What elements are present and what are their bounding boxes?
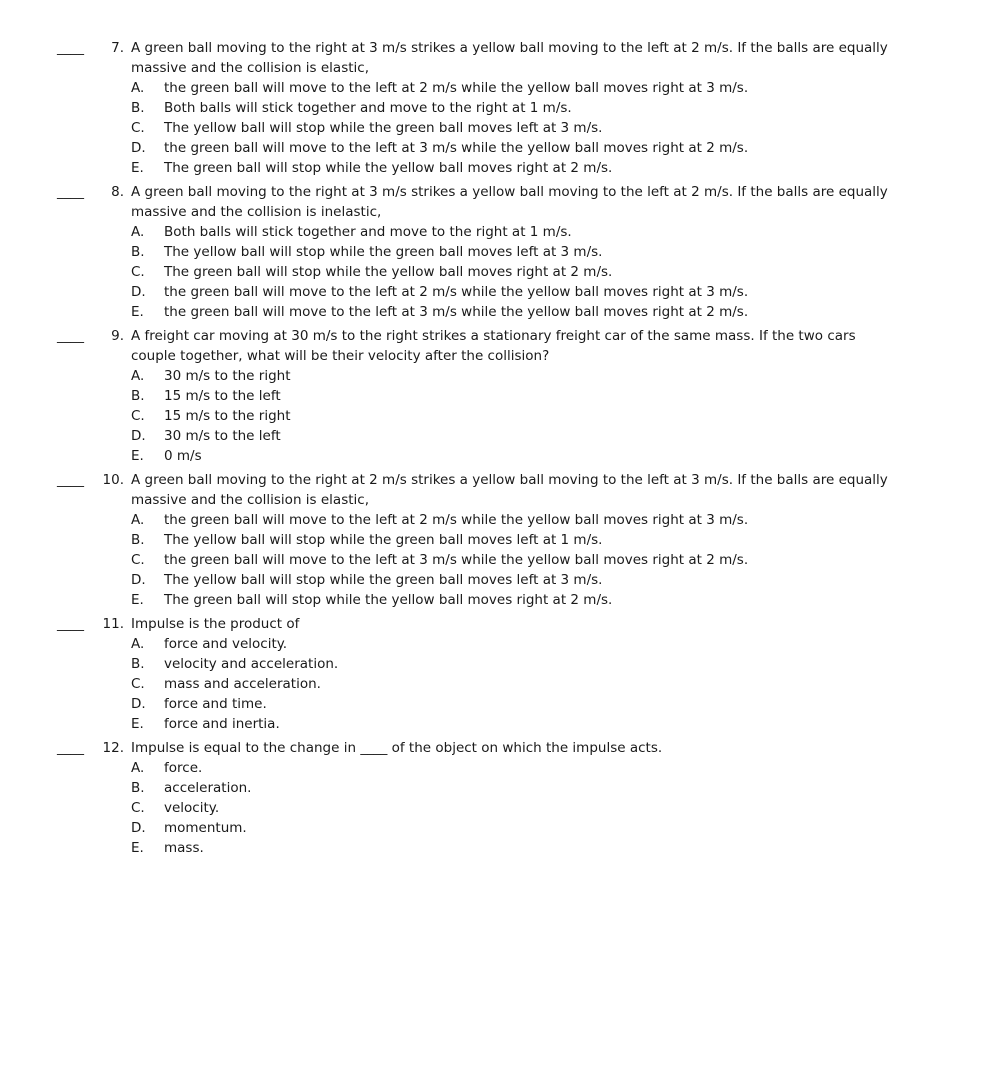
option-letter: B. xyxy=(131,532,145,548)
option-text: velocity. xyxy=(164,800,220,816)
option-letter: E. xyxy=(131,160,144,176)
option-list xyxy=(0,222,988,322)
option-e xyxy=(131,158,754,178)
option-letter: D. xyxy=(131,696,146,712)
option-e xyxy=(131,590,754,610)
option-text: momentum. xyxy=(164,820,247,836)
option-letter: A. xyxy=(131,512,145,528)
option-letter: A. xyxy=(131,368,145,384)
option-text: mass. xyxy=(164,840,204,856)
option-text: The yellow ball will stop while the green ball moves left at 3 m/s. xyxy=(164,120,603,136)
option-text: The yellow ball will stop while the green ball moves left at 3 m/s. xyxy=(164,572,603,588)
option-letter: E. xyxy=(131,840,144,856)
option-letter: E. xyxy=(131,304,144,320)
question-stem: Impulse is equal to the change in ____ of the object on which the impulse acts. xyxy=(131,740,663,756)
option-text: force and time. xyxy=(164,696,267,712)
question-12: ____ 12. Impulse is equal to the change in ____ of the object on which the impulse acts. A. force. B. acceleration. C. velocity. D. momentum. E. mass. xyxy=(0,738,988,858)
option-text: velocity and acceleration. xyxy=(164,656,339,672)
option-text: The yellow ball will stop while the green ball moves left at 1 m/s. xyxy=(164,532,603,548)
option-d xyxy=(131,138,754,158)
option-letter: E. xyxy=(131,448,144,464)
option-text: Both balls will stick together and move to the right at 1 m/s. xyxy=(164,224,572,240)
question-7: ____ 7. A green ball moving to the right at 3 m/s strikes a yellow ball moving to the left at 2 m/s. If the balls are equally massive and the collision is elastic, A. the green ball will move to the left at 2 m/s while the yellow ball moves right at 3 m/s. B. Both balls will stick together and move to the right at 1 m/s. C. The yellow ball will stop while the green ball moves left at 3 m/s. D. the green ball will move to the left at 3 m/s while the yellow ball moves right at 2 m/s. E. The green ball will stop while the yellow ball moves right at 2 m/s. xyxy=(0,38,988,178)
option-text: 0 m/s xyxy=(164,448,202,464)
option-text: 15 m/s to the left xyxy=(164,388,281,404)
option-c xyxy=(131,550,754,570)
question-stem: Impulse is the product of xyxy=(131,616,300,632)
option-text: The green ball will stop while the yellow ball moves right at 2 m/s. xyxy=(164,160,613,176)
option-letter: D. xyxy=(131,284,146,300)
option-c xyxy=(131,798,754,818)
option-e xyxy=(131,838,754,858)
worksheet-page xyxy=(0,38,988,858)
option-text: acceleration. xyxy=(164,780,252,796)
option-letter: C. xyxy=(131,800,145,816)
option-text: Both balls will stick together and move to the right at 1 m/s. xyxy=(164,100,572,116)
option-letter: C. xyxy=(131,264,145,280)
option-a xyxy=(131,758,754,778)
question-9: ____ 9. A freight car moving at 30 m/s to the right strikes a stationary freight car of the same mass. If the two cars couple together, what will be their velocity after the collision? A. 30 m/s to the right B. 15 m/s to the left C. 15 m/s to the right D. 30 m/s to the left E. 0 m/s xyxy=(0,326,988,466)
option-text: the green ball will move to the left at 3 m/s while the yellow ball moves right at 2 m/s. xyxy=(164,552,749,568)
option-letter: B. xyxy=(131,656,145,672)
option-text: 30 m/s to the right xyxy=(164,368,291,384)
option-text: the green ball will move to the left at 3 m/s while the yellow ball moves right at 2 m/s. xyxy=(164,304,749,320)
option-letter: E. xyxy=(131,716,144,732)
option-letter: B. xyxy=(131,780,145,796)
option-c xyxy=(131,118,754,138)
option-letter: C. xyxy=(131,120,145,136)
question-number: 12. xyxy=(102,740,124,756)
option-text: 30 m/s to the left xyxy=(164,428,281,444)
option-d xyxy=(131,818,754,838)
option-text: force and inertia. xyxy=(164,716,280,732)
option-a xyxy=(131,510,754,530)
option-d xyxy=(131,282,754,302)
option-b xyxy=(131,242,754,262)
option-letter: C. xyxy=(131,552,145,568)
option-b xyxy=(131,654,754,674)
option-text: The green ball will stop while the yellow ball moves right at 2 m/s. xyxy=(164,592,613,608)
question-number: 9. xyxy=(111,328,124,344)
option-e xyxy=(131,302,754,322)
option-text: force. xyxy=(164,760,203,776)
option-b xyxy=(131,98,754,118)
option-c xyxy=(131,262,754,282)
question-11: ____ 11. Impulse is the product of A. force and velocity. B. velocity and acceleration. C. mass and acceleration. D. force and time. E. force and inertia. xyxy=(0,614,988,734)
option-list xyxy=(0,634,988,734)
option-a xyxy=(131,78,754,98)
option-letter: C. xyxy=(131,408,145,424)
option-text: 15 m/s to the right xyxy=(164,408,291,424)
option-text: The green ball will stop while the yellow ball moves right at 2 m/s. xyxy=(164,264,613,280)
question-8: ____ 8. A green ball moving to the right at 3 m/s strikes a yellow ball moving to the left at 2 m/s. If the balls are equally massive and the collision is inelastic, A. Both balls will stick together and move to the right at 1 m/s. B. The yellow ball will stop while the green ball moves left at 3 m/s. C. The green ball will stop while the yellow ball moves right at 2 m/s. D. the green ball will move to the left at 2 m/s while the yellow ball moves right at 3 m/s. E. the green ball will move to the left at 3 m/s while the yellow ball moves right at 2 m/s. xyxy=(0,182,988,322)
option-letter: A. xyxy=(131,636,145,652)
question-number: 11. xyxy=(102,616,124,632)
option-d xyxy=(131,426,754,446)
option-letter: A. xyxy=(131,760,145,776)
option-letter: D. xyxy=(131,428,146,444)
option-letter: E. xyxy=(131,592,144,608)
option-text: the green ball will move to the left at 2 m/s while the yellow ball moves right at 3 m/s. xyxy=(164,80,749,96)
option-text: mass and acceleration. xyxy=(164,676,321,692)
question-number: 7. xyxy=(111,40,124,56)
option-b xyxy=(131,530,754,550)
option-letter: D. xyxy=(131,820,146,836)
question-10: ____ 10. A green ball moving to the right at 2 m/s strikes a yellow ball moving to the left at 3 m/s. If the balls are equally massive and the collision is elastic, A. the green ball will move to the left at 2 m/s while the yellow ball moves right at 3 m/s. B. The yellow ball will stop while the green ball moves left at 1 m/s. C. the green ball will move to the left at 3 m/s while the yellow ball moves right at 2 m/s. D. The yellow ball will stop while the green ball moves left at 3 m/s. E. The green ball will stop while the yellow ball moves right at 2 m/s. xyxy=(0,470,988,610)
option-text: The yellow ball will stop while the green ball moves left at 3 m/s. xyxy=(164,244,603,260)
option-text: the green ball will move to the left at 3 m/s while the yellow ball moves right at 2 m/s. xyxy=(164,140,749,156)
option-list xyxy=(0,758,988,858)
option-d xyxy=(131,694,754,714)
question-stem: A green ball moving to the right at 2 m/s strikes a yellow ball moving to the left at 3 m/s. If the balls are equally massive and the collision is elastic, xyxy=(131,472,888,508)
option-e xyxy=(131,446,754,466)
option-letter: D. xyxy=(131,572,146,588)
option-list xyxy=(0,78,988,178)
option-a xyxy=(131,366,754,386)
option-c xyxy=(131,406,754,426)
option-a xyxy=(131,634,754,654)
question-stem: A freight car moving at 30 m/s to the right strikes a stationary freight car of the same mass. If the two cars couple together, what will be their velocity after the collision? xyxy=(131,328,856,364)
option-letter: D. xyxy=(131,140,146,156)
option-b xyxy=(131,386,754,406)
option-d xyxy=(131,570,754,590)
option-a xyxy=(131,222,754,242)
option-letter: B. xyxy=(131,100,145,116)
option-list xyxy=(0,510,988,610)
option-text: the green ball will move to the left at 2 m/s while the yellow ball moves right at 3 m/s. xyxy=(164,512,749,528)
option-letter: A. xyxy=(131,224,145,240)
option-letter: B. xyxy=(131,244,145,260)
option-b xyxy=(131,778,754,798)
option-letter: B. xyxy=(131,388,145,404)
option-text: the green ball will move to the left at 2 m/s while the yellow ball moves right at 3 m/s. xyxy=(164,284,749,300)
question-stem: A green ball moving to the right at 3 m/s strikes a yellow ball moving to the left at 2 m/s. If the balls are equally massive and the collision is elastic, xyxy=(131,40,888,76)
option-text: force and velocity. xyxy=(164,636,288,652)
question-stem: A green ball moving to the right at 3 m/s strikes a yellow ball moving to the left at 2 m/s. If the balls are equally massive and the collision is inelastic, xyxy=(131,184,888,220)
option-e xyxy=(131,714,754,734)
option-letter: A. xyxy=(131,80,145,96)
question-number: 8. xyxy=(111,184,124,200)
question-number: 10. xyxy=(102,472,124,488)
option-list xyxy=(0,366,988,466)
option-letter: C. xyxy=(131,676,145,692)
option-c xyxy=(131,674,754,694)
